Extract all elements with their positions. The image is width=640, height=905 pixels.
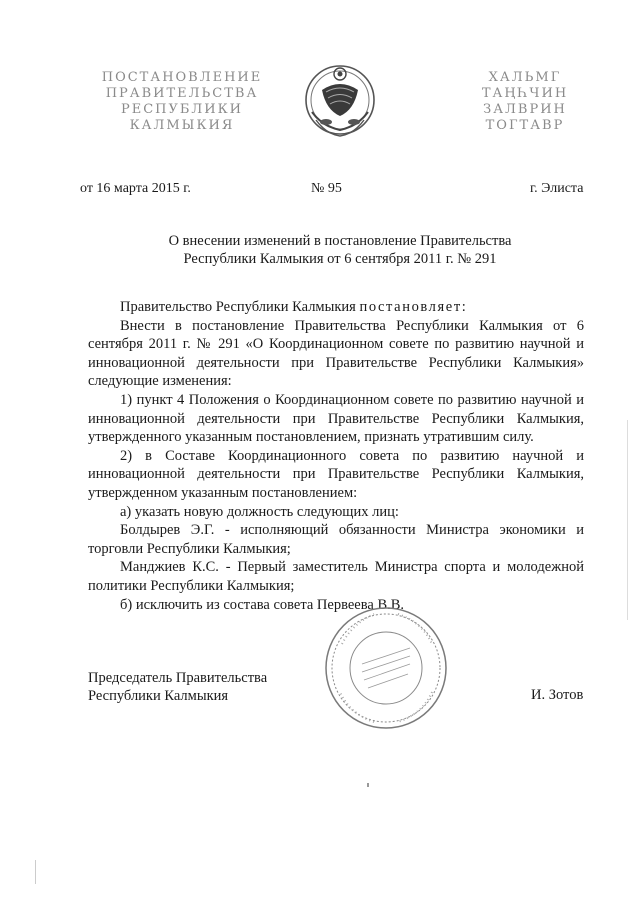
intro-decree-word: постановляет: — [359, 299, 468, 315]
body-paragraph: б) исключить из состава совета Первеева В.В. — [120, 596, 405, 613]
title-line: Республики Калмыкия от 6 сентября 2011 г. № 291 — [183, 251, 497, 267]
signer-position-line: Республики Калмыкия — [88, 688, 229, 704]
scan-speck — [35, 860, 36, 884]
document-title — [80, 232, 600, 268]
header-right-line: ЗАЛВРИН — [483, 102, 567, 117]
header-left-line: ПОСТАНОВЛЕНИЕ — [101, 70, 263, 85]
body-paragraph: а) указать новую должность следующих лиц: — [120, 503, 399, 520]
title-line: О внесении изменений в постановление Правительства — [168, 233, 512, 249]
header-right-line: ХАЛЬМГ — [488, 70, 562, 85]
body-paragraph: 1) пункт 4 Положения о Координационном совете по развитию научной и инновационной деятельности при Правительстве Республики Калмыкия, утвержденного указанным постановлением, признать утратившим силу. — [88, 391, 584, 446]
header-left-line: РЕСПУБЛИКИ — [120, 102, 244, 117]
body-paragraph: 2) в Составе Координационного совета по развитию научной и инновационной деятельности при Правительстве Республики Калмыкия, утвержденном указанным постановлением: — [88, 447, 584, 501]
document-city: г. Элиста — [530, 181, 584, 196]
intro-paragraph — [88, 298, 584, 317]
signer-name: И. Зотов — [531, 687, 584, 703]
scan-speck — [627, 420, 628, 620]
body-paragraph: Манджиев К.С. - Первый заместитель Министра спорта и молодежной политики Республики Калмыкия; — [88, 559, 584, 594]
document-date: от 16 марта 2015 г. — [80, 181, 191, 196]
signer-position — [88, 669, 267, 705]
document-number: № 95 — [311, 181, 342, 196]
header-right-line: ТОГТАВР — [485, 118, 565, 133]
body-paragraph: Болдырев Э.Г. - исполняющий обязанности Министра экономики и торговли Республики Калмыкия; — [88, 522, 584, 557]
header-left-line: КАЛМЫКИЯ — [129, 118, 235, 133]
scan-speck — [367, 783, 369, 787]
header-right-line: ТАҢҺЧИН — [481, 86, 569, 101]
header-left-line: ПРАВИТЕЛЬСТВА — [105, 86, 259, 101]
header-left-russian — [92, 70, 272, 134]
official-round-stamp-icon — [322, 604, 450, 732]
intro-prefix: Правительство Республики Калмыкия — [120, 299, 360, 315]
body-paragraph: Внести в постановление Правительства Республики Калмыкия от 6 сентября 2011 г. № 291 «О Координационном совете по развитию научной и инновационной деятельности при Правительстве Республики Калмыкия» следующие изменения: — [88, 317, 584, 390]
signer-position-line: Председатель Правительства — [88, 670, 268, 686]
document-body — [88, 298, 584, 614]
kalmykia-coat-of-arms-icon — [302, 60, 378, 140]
header-right-kalmyk — [455, 70, 595, 134]
